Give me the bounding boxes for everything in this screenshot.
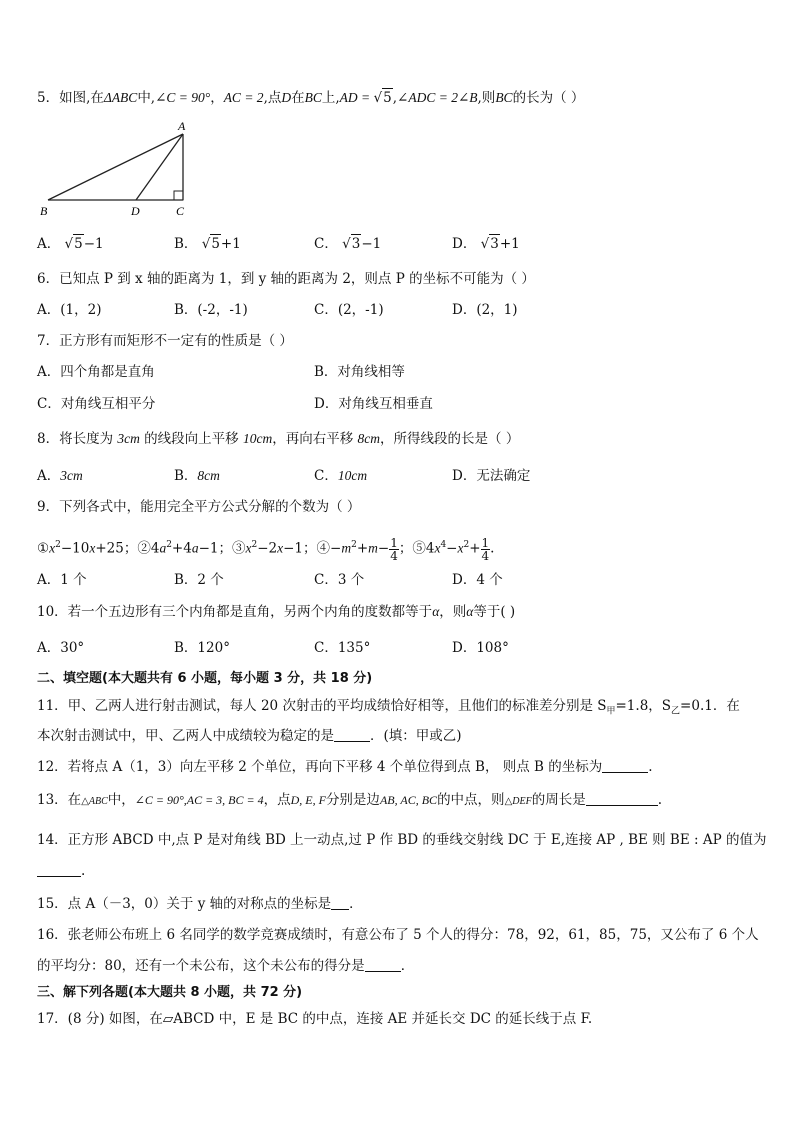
- q7-stem: 7．正方形有而矩形不一定有的性质是（ ）: [37, 333, 293, 349]
- q5-option-c[interactable]: C． √3−1: [314, 236, 382, 252]
- side-ab: [48, 134, 183, 200]
- q9-stem: 9．下列各式中，能用完全平方公式分解的个数为（ ）: [37, 499, 361, 515]
- q12-answer-blank[interactable]: [602, 760, 648, 773]
- q14-line2: .: [37, 862, 85, 880]
- q6-option-c[interactable]: C．(2，-1): [314, 302, 384, 318]
- q8-stem: 8．将长度为 3cm 的线段向上平移 10cm，再向右平移 8cm，所得线段的长是（ ）: [37, 431, 520, 447]
- q16-line2: 的平均分：80，还有一个未公布，这个未公布的得分是 ．: [37, 958, 415, 974]
- section-solve-heading: 三、解下列各题(本大题共 8 小题，共 72 分): [37, 985, 303, 1000]
- q9-option-c[interactable]: C．3 个: [314, 572, 365, 588]
- label-d: D: [131, 204, 140, 218]
- q8-option-b[interactable]: B．8cm: [174, 468, 220, 484]
- q9-expressions: $①x^2-10x+25$；$②4a^2+4a-1$；$③x^2-2x-1$；$④-m^2+m-$ $\frac{1}{4}$ ；$⑤4x^4-x^2+$ $\frac{1}{4}$ .: [37, 535, 495, 563]
- q9-option-a[interactable]: A．1 个: [37, 572, 87, 588]
- q16-answer-blank[interactable]: [365, 959, 401, 972]
- q10-option-d[interactable]: D．108°: [452, 640, 509, 656]
- q11-answer-blank[interactable]: [334, 729, 370, 742]
- triangle-figure: [38, 120, 198, 220]
- q10-option-a[interactable]: A．30°: [37, 640, 85, 656]
- q5-option-b[interactable]: B． √5+1: [174, 236, 241, 252]
- q12-stem: 12．若将点 A（1，3）向左平移 2 个单位，再向下平移 4 个单位得到点 B， 则点 B 的坐标为 .: [37, 759, 653, 775]
- q14-line1: 14．正方形 ABCD 中,点 P 是对角线 BD 上一动点,过 P 作 BD 的垂线交射线 DC 于 E,连接 AP , BE 则 BE : AP 的值为: [37, 832, 767, 848]
- segment-ad: [136, 134, 183, 200]
- q9-option-d[interactable]: D．4 个: [452, 572, 503, 588]
- q10-option-c[interactable]: C．135°: [314, 640, 371, 656]
- q7-option-c[interactable]: C．对角线互相平分: [37, 396, 156, 412]
- q6-option-a[interactable]: A．(1，2): [37, 302, 102, 318]
- q8-option-c[interactable]: C．10cm: [314, 468, 368, 484]
- q10-stem: 10．若一个五边形有三个内角都是直角，另两个内角的度数都等于α，则α等于( ): [37, 604, 516, 620]
- q5-option-d[interactable]: D． √3+1: [452, 236, 520, 252]
- q5-stem: 5．如图,在ΔABC中,∠C = 90°，AC = 2,点D在BC上,AD = √5,∠ADC = 2∠B,则BC的长为（ ）: [37, 90, 585, 106]
- q9-option-b[interactable]: B．2 个: [174, 572, 224, 588]
- q7-option-b[interactable]: B．对角线相等: [314, 364, 405, 380]
- q13-stem: 13．在△ABC中，∠C = 90°,AC = 3, BC = 4，点D, E, F分别是边AB, AC, BC的中点，则△DEF的周长是 .: [37, 792, 663, 808]
- q10-option-b[interactable]: B．120°: [174, 640, 230, 656]
- q16-line1: 16．张老师公布班上 6 名同学的数学竞赛成绩时，有意公布了 5 个人的得分：78，92，61，85，75，又公布了 6 个人: [37, 927, 759, 943]
- q17-stem: 17．(8 分) 如图，在▱ABCD 中，E 是 BC 的中点，连接 AE 并延长交 DC 的延长线于点 F.: [37, 1011, 593, 1027]
- q5-option-a[interactable]: A． √5−1: [37, 236, 104, 252]
- q6-option-d[interactable]: D．(2，1): [452, 302, 518, 318]
- q8-option-d[interactable]: D．无法确定: [452, 468, 531, 484]
- q15-answer-blank[interactable]: [331, 897, 349, 910]
- q11-line1: 11．甲、乙两人进行射击测试，每人 20 次射击的平均成绩恰好相等，且他们的标准差分别是 $S_甲=1.8$，$S_乙=0.1$．在: [37, 698, 740, 717]
- q7-option-d[interactable]: D．对角线互相垂直: [314, 396, 433, 412]
- right-angle-mark: [174, 191, 183, 200]
- q8-option-a[interactable]: A．3cm: [37, 468, 83, 484]
- q7-option-a[interactable]: A．四个角都是直角: [37, 364, 155, 380]
- q14-answer-blank[interactable]: [37, 864, 81, 877]
- label-c: C: [176, 204, 185, 218]
- label-a: A: [178, 120, 186, 133]
- q6-option-b[interactable]: B．(-2，-1): [174, 302, 248, 318]
- section-fill-in-heading: 二、填空题(本大题共有 6 小题，每小题 3 分，共 18 分): [37, 671, 373, 686]
- label-b: B: [40, 204, 48, 218]
- q13-answer-blank[interactable]: [586, 793, 658, 806]
- q11-line2: 本次射击测试中，甲、乙两人中成绩较为稳定的是 ．(填：甲或乙): [37, 728, 462, 744]
- q15-stem: 15．点 A（－3，0）关于 y 轴的对称点的坐标是 ．: [37, 896, 363, 912]
- q6-stem: 6．已知点 P 到 x 轴的距离为 1，到 y 轴的距离为 2，则点 P 的坐标不可能为（ ）: [37, 271, 535, 287]
